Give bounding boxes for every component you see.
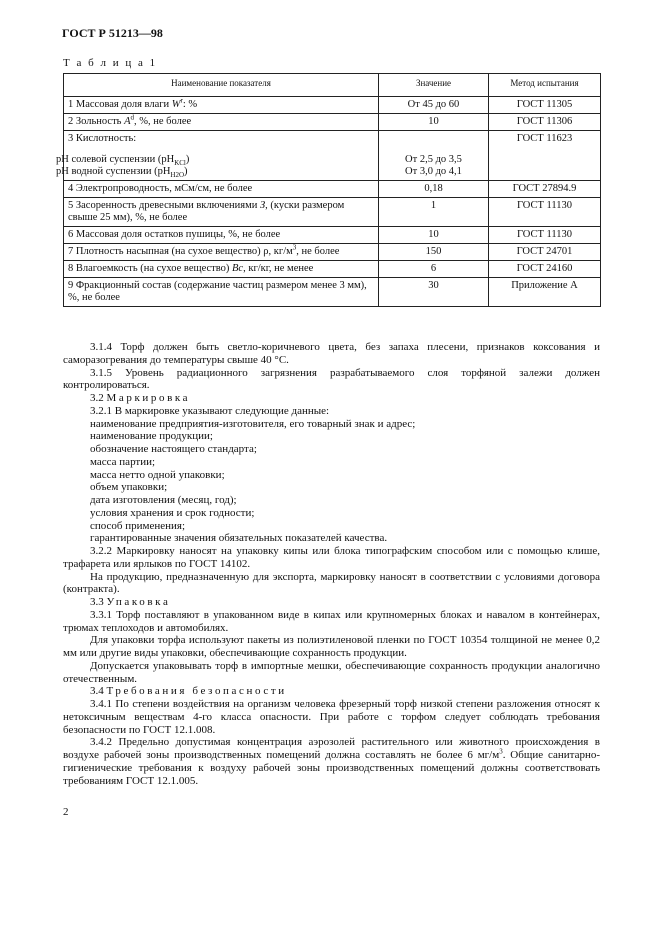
list-item: гарантированные значения обязательных показателей качества. [90,532,388,545]
row-method: ГОСТ 11130 [489,227,601,244]
acidity-kcl: pH солевой суспензии $(pH_{KCl})$ [56,154,190,168]
row-method: Приложение А [489,278,601,307]
table-row [64,278,601,307]
table-row [64,227,601,244]
acidity-h2o: pH водной суспензии $(pH_{H2O})$ [56,166,188,180]
marking-list [63,418,600,546]
list-item: наименование продукции; [90,430,213,443]
paragraph-3-2-1: 3.2.1 В маркировке указывают следующие данные: [90,404,330,417]
row-value: 30 [379,278,489,307]
column-header-method: Метод испытания [489,74,601,97]
list-item: условия хранения и срок годности; [90,506,255,519]
list-item: масса нетто одной упаковки; [90,468,225,481]
row-name: 7 Плотность насыпная (на сухое вещество) ρ, $кг/м^3$, не более [64,244,379,261]
row-value: 10 [379,227,489,244]
row-value: От 45 до 60 [379,97,489,114]
document-body [63,341,600,787]
row-value [379,131,489,181]
table-row [64,244,601,261]
row-method: ГОСТ 11130 [489,198,601,227]
paragraph-3-2-2: 3.2.2 Маркировку наносят на упаковку кипы или блока типографским способом или с помощью клише, трафарета или ярлыков по ГОСТ 14102. [63,545,600,570]
list-item: масса партии; [90,455,156,468]
paragraph-export: На продукцию, предназначенную для экспорта, маркировку наносят в соответствии с условиями договора (контракта). [63,570,600,596]
row-name: 1 Массовая доля влаги $W^r$: % [64,97,379,114]
row-name: 5 Засоренность древесными включениями З, (куски размером свыше 25 мм), %, не более [64,198,379,227]
indicators-table [56,73,601,307]
list-item: обозначение настоящего стандарта; [90,443,257,455]
list-item: дата изготовления (месяц, год); [90,494,237,506]
paragraph-3-1-5: 3.1.5 Уровень радиационного загрязнения разрабатываемого слоя торфяной залежи должен контролироваться. [63,366,600,392]
page-number: 2 [63,806,69,818]
list-item: способ применения; [90,519,186,532]
paragraph-3-4-1: 3.4.1 По степени воздействия на организм человека фрезерный торф низкой степени разложения относят к нетоксичным веществам 4-го класса опасности. При работе с торфом следует соблюдать требования безопасности по ГОСТ 12.1.008. [63,698,600,736]
table-header-row [64,74,601,97]
row-value: 10 [379,114,489,131]
row-name: 8 Влагоемкость (на сухое вещество) Вс, кг/кг, не менее [64,261,379,278]
row-name: 2 Зольность $A^d$, %, не более [64,114,379,131]
row-value: 0,18 [379,181,489,198]
row-method: ГОСТ 24160 [489,261,601,278]
paragraph-3-1-4: 3.1.4 Торф должен быть светло-коричневого цвета, без запаха плесени, признаков коксования и саморазогревания до температуры свыше 40 °С. [63,341,600,366]
table-row [64,261,601,278]
row-value: 150 [379,244,489,261]
paragraph-import-bags: Допускается упаковывать торф в импортные мешки, обеспечивающие сохранность продукции аналогично отечественным. [63,659,600,685]
list-item: объем упаковки; [90,481,168,494]
row-value: 1 [379,198,489,227]
row-name: 9 Фракционный состав (содержание частиц размером менее 3 мм), %, не более [64,278,379,307]
paragraph-3-3-1: 3.3.1 Торф поставляют в упакованном виде в кипах или крупномерных блоках и навалом в контейнерах, трюмах теплоходов и автомобилях. [63,608,600,634]
table-row [64,97,601,114]
column-header-name: Наименование показателя [64,74,379,97]
row-method: ГОСТ 27894.9 [489,181,601,198]
table-row [64,114,601,131]
row-method: ГОСТ 11623 [489,131,601,181]
section-heading-safety: 3.4 Требования безопасности [90,685,287,698]
section-heading-packaging: 3.3 Упаковка [90,596,171,608]
table-row [64,181,601,198]
row-name: 6 Массовая доля остатков пушицы, %, не более [64,227,379,244]
acidity-h2o-value: От 3,0 до 4,1 [405,166,462,177]
list-item: наименование предприятия-изготовителя, его товарный знак и адрес; [90,417,416,430]
table-row [64,131,601,181]
row-value: 6 [379,261,489,278]
column-header-value: Значение [379,74,489,97]
row-name: 4 Электропроводность, мСм/см, не более [64,181,379,198]
section-heading-marking: 3.2 Маркировка [90,392,191,404]
paragraph-packaging-film: Для упаковки торфа используют пакеты из полиэтиленовой пленки по ГОСТ 10354 толщиной не менее 0,2 мм или другие виды упаковки, обеспечивающие сохранность продукции. [63,634,600,659]
row-method: ГОСТ 11306 [489,114,601,131]
paragraph-3-4-2: 3.4.2 Предельно допустимая концентрация аэрозолей растительного или животного происхождения в воздухе рабочей зоны производственных помещений должна составлять не более 6 $мг/м^3$. Общие санитарно-гигиенические требования к воздуху рабочей зоны производственных помещений должны соответствовать требованиям ГОСТ 12.1.005. [63,736,601,787]
acidity-kcl-value: От 2,5 до 3,5 [405,154,462,165]
row-name: 3 Кислотность: pH солевой суспензии $(pH_{KCl})$ pH водной суспензии $(pH_{H2O})$ [64,131,379,181]
row-method: ГОСТ 24701 [489,244,601,261]
row-method: ГОСТ 11305 [489,97,601,114]
table-row [64,198,601,227]
table-caption: Т а б л и ц а 1 [63,57,158,69]
document-header: ГОСТ Р 51213—98 [62,26,163,40]
